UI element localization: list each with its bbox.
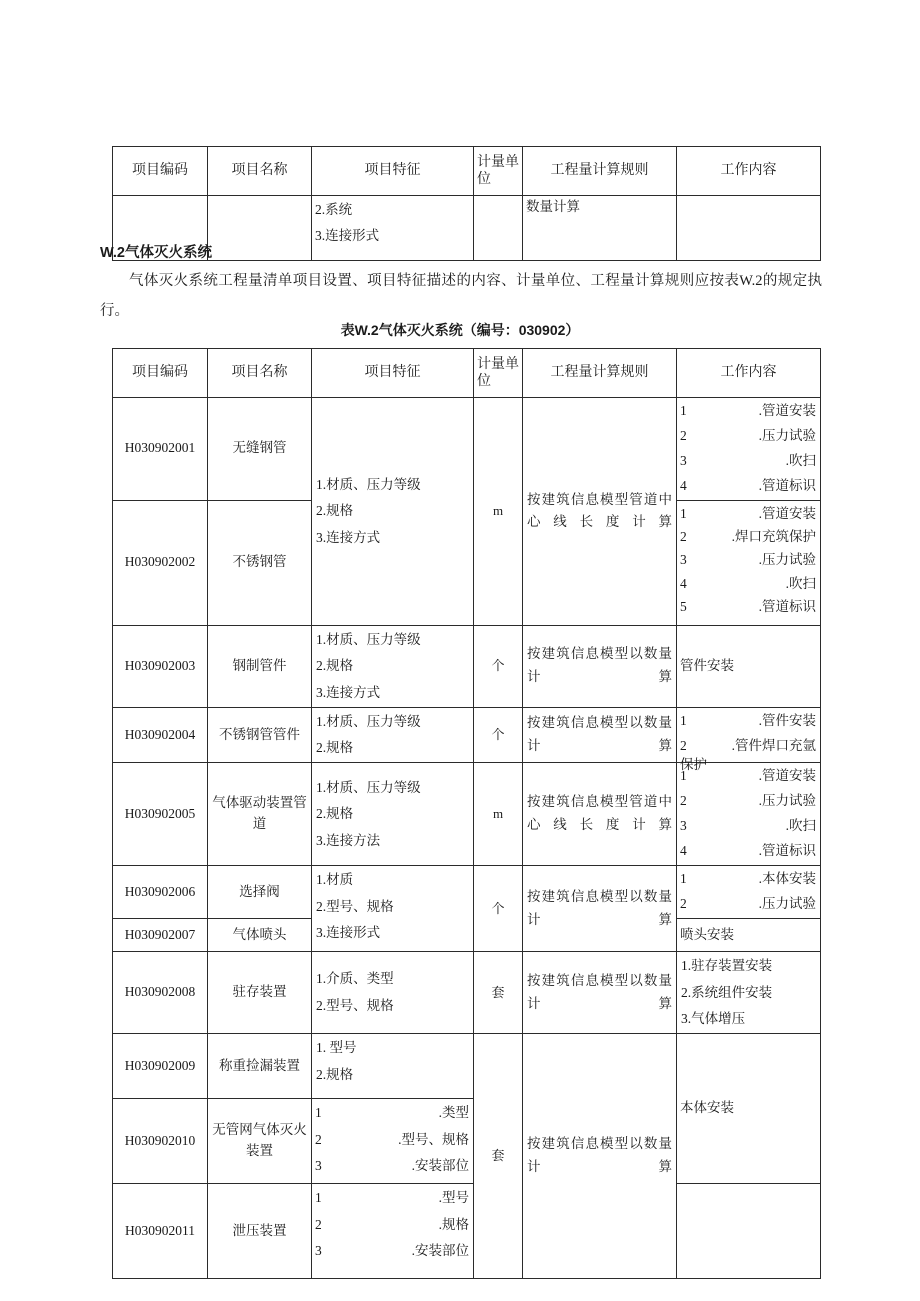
cell-rule: 按建筑信息模型以数量计算 (523, 707, 677, 763)
work-item-text: .管道安装 (758, 768, 816, 784)
work-item-list (680, 953, 818, 1032)
work-item-number: 2 (680, 737, 687, 753)
table-row-h030902005 (113, 763, 821, 866)
feature-item (315, 1185, 469, 1211)
header-unit-line2: 位 (477, 374, 491, 389)
work-item-text: .管件安装 (758, 712, 816, 728)
cell-name: 气体驱动装置管道 (208, 763, 312, 866)
cell-work (677, 398, 821, 501)
work-item (680, 789, 816, 814)
cell-name: 驻存装置 (208, 952, 312, 1034)
header-cell-code: 项目编码 (113, 147, 208, 196)
work-item (680, 892, 816, 917)
work-item: 1.驻存装置安装 (681, 958, 773, 974)
cell-feature (312, 763, 474, 866)
cell-code: H030902007 (113, 919, 208, 952)
feature-item: 3.连接方法 (316, 832, 381, 848)
feature-item: 1.介质、类型 (316, 971, 394, 987)
work-item-text: .吹扫 (785, 452, 816, 468)
feature-item-number: 1 (315, 1105, 322, 1121)
work-item (680, 709, 816, 734)
work-item-list (679, 502, 818, 618)
work-item (680, 595, 816, 618)
work-item-list (679, 764, 818, 864)
work-item-text: .压力试验 (758, 793, 816, 809)
cell-feature (312, 866, 474, 952)
work-item-number: 3 (680, 818, 687, 834)
cell-name (208, 196, 312, 261)
feature-item-number: 2 (315, 1216, 322, 1232)
cell-feature (312, 1184, 474, 1279)
feature-item: 2.型号、规格 (316, 898, 394, 914)
cell-rule: 按建筑信息模型管道中心线长度计算 (523, 398, 677, 626)
cell-rule: 按建筑信息模型以数量计算 (523, 1034, 677, 1279)
work-item-number: 4 (680, 575, 687, 591)
work-item-list (679, 867, 818, 917)
work-item-list (679, 709, 818, 759)
work-item-text: .压力试验 (758, 552, 816, 568)
table-header-row (113, 147, 821, 196)
cell-rule: 按建筑信息模型以数量计算 (523, 952, 677, 1034)
feature-item: 2.规格 (316, 503, 354, 519)
work-item-number: 1 (680, 403, 687, 418)
work-item (680, 424, 816, 449)
cell-code: H030902004 (113, 707, 208, 763)
work-item-text: .管道标识 (758, 843, 816, 859)
cell-code: H030902003 (113, 625, 208, 707)
cell-code: H030902002 (113, 500, 208, 625)
feature-list (315, 966, 471, 1019)
continued-table (112, 146, 821, 261)
feature-item-number: 3 (315, 1157, 322, 1173)
work-item (680, 867, 816, 892)
work-item-number: 3 (680, 452, 687, 468)
feature-item: 1.材质、压力等级 (316, 476, 421, 492)
feature-item-text: .安装部位 (411, 1157, 469, 1173)
work-item (680, 572, 816, 595)
work-item-text: .焊口充筑保护 (731, 529, 816, 545)
feature-list (314, 1185, 471, 1264)
work-item-number: 2 (680, 529, 687, 545)
cell-name: 无缝钢管 (208, 398, 312, 501)
cell-work (677, 763, 821, 866)
cell-feature (312, 1034, 474, 1099)
feature-item: 3.连接方式 (316, 684, 381, 700)
work-item-text: .吹扫 (785, 575, 816, 591)
cell-feature (312, 1099, 474, 1184)
feature-item: 1. 型号 (316, 1040, 357, 1056)
cell-unit: 个 (474, 866, 523, 952)
feature-item: 1.材质、压力等级 (316, 631, 421, 647)
cell-work (677, 500, 821, 625)
cell-unit: 个 (474, 625, 523, 707)
work-item-number: 1 (680, 871, 687, 887)
work-item (680, 814, 816, 839)
work-item: 2.系统组件安装 (681, 984, 773, 1000)
cell-feature (312, 952, 474, 1034)
section-heading: W.2气体灭火系统 (100, 245, 212, 261)
cell-name: 不锈钢管 (208, 500, 312, 625)
work-item-text: .压力试验 (758, 427, 816, 443)
feature-list (315, 709, 471, 762)
header-cell-name: 项目名称 (208, 349, 312, 398)
feature-item-text: .安装部位 (411, 1242, 469, 1258)
cell-code: H030902009 (113, 1034, 208, 1099)
feature-item: 3.连接形式 (316, 924, 381, 940)
feature-item: 1.材质 (316, 872, 354, 888)
table-row-h030902008 (113, 952, 821, 1034)
feature-item-number: 1 (315, 1190, 322, 1206)
work-item-text: .管道标识 (758, 598, 816, 614)
work-item-text: .管件焊口充氩 (731, 737, 816, 753)
cell-name: 不锈钢管管件 (208, 707, 312, 763)
cell-work (677, 952, 821, 1034)
work-item: 3.气体增压 (681, 1010, 746, 1026)
feature-item-number: 3 (315, 1242, 322, 1258)
work-item (680, 734, 816, 759)
header-cell-work: 工作内容 (677, 147, 821, 196)
header-cell-work: 工作内容 (677, 349, 821, 398)
work-item-number: 3 (680, 552, 687, 568)
table-row (113, 196, 821, 261)
cell-code: H030902010 (113, 1099, 208, 1184)
cell-rule: 按建筑信息模型以数量计算 (523, 625, 677, 707)
work-item (680, 449, 816, 474)
cell-code: H030902005 (113, 763, 208, 866)
cell-feature (312, 707, 474, 763)
feature-list (315, 775, 471, 854)
cell-name: 选择阀 (208, 866, 312, 919)
feature-item (315, 1100, 469, 1126)
cell-rule: 数量计算 (523, 196, 677, 261)
feature-item (315, 1153, 469, 1179)
work-item (680, 839, 816, 864)
cell-unit: 套 (474, 1034, 523, 1279)
cell-work (677, 1184, 821, 1279)
header-unit-line1: 计量单 (477, 154, 519, 170)
work-item-text: .本体安装 (758, 871, 816, 887)
feature-item: 3.连接方式 (316, 529, 381, 545)
feature-list (315, 867, 471, 946)
table-row-h030902009 (113, 1034, 821, 1099)
feature-item: 2.规格 (316, 658, 354, 674)
feature-list (315, 627, 471, 706)
feature-item: 1.材质、压力等级 (316, 779, 421, 795)
table-header-row (113, 349, 821, 398)
work-item (680, 548, 816, 571)
cell-feature (312, 398, 474, 626)
cell-name: 无管网气体灭火装置 (208, 1099, 312, 1184)
cell-code: H030902008 (113, 952, 208, 1034)
work-item (680, 474, 816, 499)
work-item (680, 399, 816, 424)
work-item-number: 5 (680, 598, 687, 614)
work-item (680, 525, 816, 548)
header-cell-feature: 项目特征 (312, 147, 474, 196)
table-row-h030902001 (113, 398, 821, 501)
cell-unit (474, 196, 523, 261)
feature-item (315, 1212, 469, 1238)
main-table (112, 348, 821, 1279)
section-paragraph: 气体灭火系统工程量清单项目设置、项目特征描述的内容、计量单位、工程量计算规则应按表W.2的规定执行。 (100, 273, 822, 319)
work-item-text: .压力试验 (758, 896, 816, 912)
header-cell-unit (474, 147, 523, 196)
cell-work: 管件安装 (677, 625, 821, 707)
feature-item-number: 2 (315, 1131, 322, 1147)
work-item-text: .管道标识 (758, 477, 816, 493)
feature-item: 2.规格 (316, 1066, 354, 1082)
cell-name: 钢制管件 (208, 625, 312, 707)
feature-item-text: .型号、规格 (398, 1131, 469, 1147)
cell-feature (312, 625, 474, 707)
feature-item (315, 1127, 469, 1153)
cell-unit: m (474, 398, 523, 626)
feature-item: 2.系统 (315, 202, 353, 217)
feature-item: 1.材质、压力等级 (316, 713, 421, 729)
table-row-h030902011 (113, 1184, 821, 1279)
feature-list (315, 1035, 471, 1088)
feature-item: 2.型号、规格 (316, 997, 394, 1013)
work-item-text: .管道安装 (758, 403, 816, 418)
feature-item-text: .类型 (438, 1105, 469, 1121)
feature-item (315, 1238, 469, 1264)
header-unit-line2: 位 (477, 172, 491, 187)
table-title: 表W.2气体灭火系统（编号：030902） (340, 322, 580, 338)
header-cell-name: 项目名称 (208, 147, 312, 196)
work-item-text: .吹扫 (785, 818, 816, 834)
cell-name: 气体喷头 (208, 919, 312, 952)
header-cell-code: 项目编码 (113, 349, 208, 398)
cell-code: H030902011 (113, 1184, 208, 1279)
work-item-number: 2 (680, 793, 687, 809)
work-item-number: 1 (680, 712, 687, 728)
header-cell-unit (474, 349, 523, 398)
cell-unit: m (474, 763, 523, 866)
cell-feature (312, 196, 474, 261)
cell-code: H030902001 (113, 398, 208, 501)
cell-name: 泄压装置 (208, 1184, 312, 1279)
work-item-overflow-text: 保护 (680, 756, 707, 772)
header-cell-rule: 工程量计算规则 (523, 349, 677, 398)
feature-item: 2.规格 (316, 806, 354, 822)
feature-item-text: .规格 (438, 1216, 469, 1232)
table-row-h030902006 (113, 866, 821, 919)
cell-work: 本体安装 (677, 1034, 821, 1184)
cell-unit: 套 (474, 952, 523, 1034)
feature-list (314, 197, 471, 250)
feature-item-text: .型号 (438, 1190, 469, 1206)
feature-list (314, 1100, 471, 1179)
cell-unit: 个 (474, 707, 523, 763)
header-unit-line1: 计量单 (477, 356, 519, 372)
header-cell-feature: 项目特征 (312, 349, 474, 398)
feature-list (315, 472, 471, 551)
cell-code: H030902006 (113, 866, 208, 919)
work-item-number: 1 (680, 768, 687, 784)
cell-rule: 按建筑信息模型以数量计算 (523, 866, 677, 952)
work-item (680, 502, 816, 525)
cell-work (677, 196, 821, 261)
cell-rule: 按建筑信息模型管道中心线长度计算 (523, 763, 677, 866)
table-row-h030902004 (113, 707, 821, 763)
feature-item: 2.规格 (316, 740, 354, 756)
work-item-number: 4 (680, 477, 687, 493)
cell-work (677, 866, 821, 919)
cell-work: 喷头安装 (677, 919, 821, 952)
work-item-number: 2 (680, 427, 687, 443)
work-item-number: 1 (680, 505, 687, 521)
table-row-h030902003 (113, 625, 821, 707)
header-cell-rule: 工程量计算规则 (523, 147, 677, 196)
feature-item: 3.连接形式 (315, 228, 380, 244)
work-item-number: 2 (680, 896, 687, 912)
cell-work (677, 707, 821, 772)
work-item-number: 4 (680, 843, 687, 859)
work-item-list (679, 399, 818, 499)
work-item-text: .管道安装 (758, 505, 816, 521)
cell-name: 称重捡漏装置 (208, 1034, 312, 1099)
